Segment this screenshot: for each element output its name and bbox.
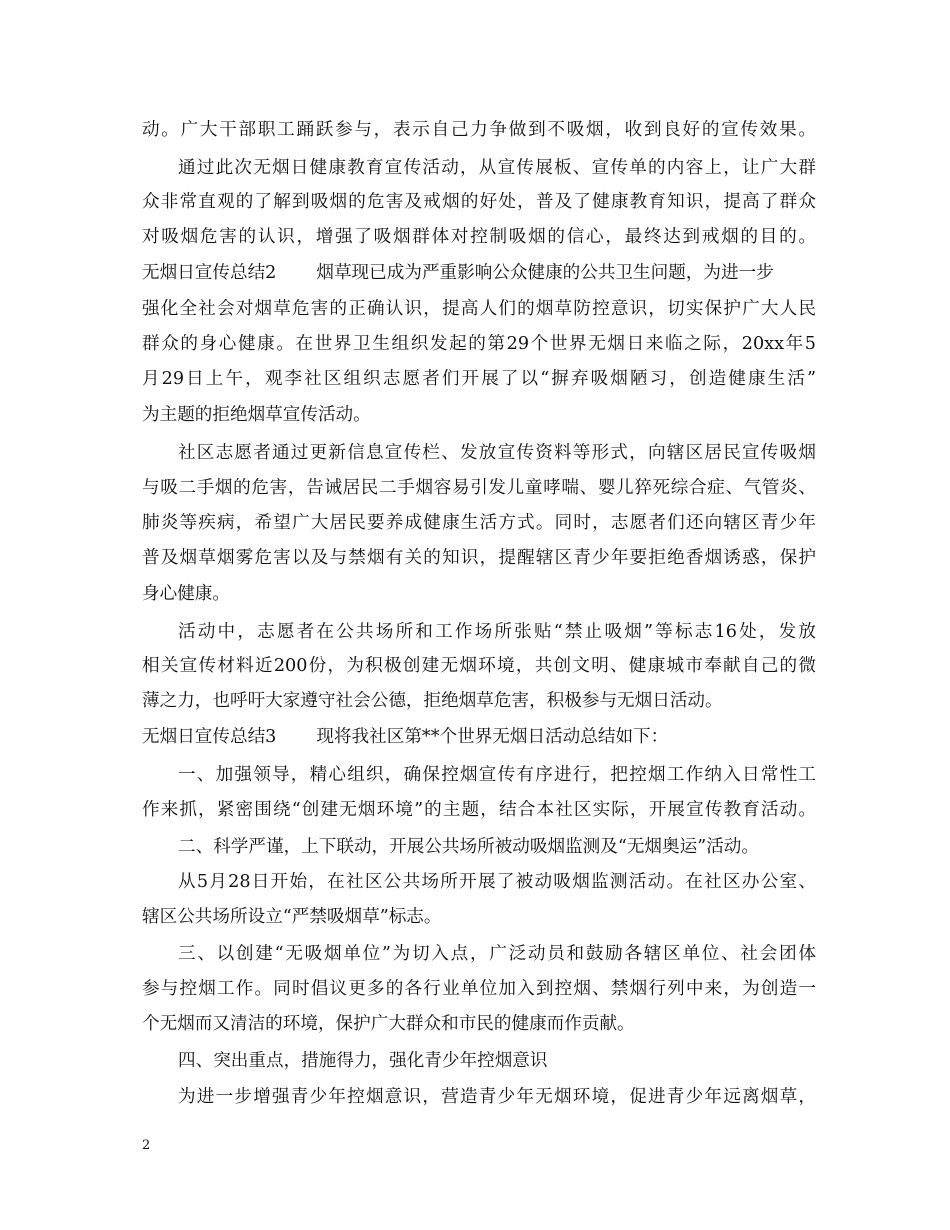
text-line: 三、以创建“无吸烟单位”为切入点，广泛动员和鼓励各辖区单位、社会团体 [178,944,816,964]
text-line: 对吸烟危害的认识，增强了吸烟群体对控制吸烟的信心，最终达到戒烟的目的。 [142,227,816,247]
section-heading-line [142,725,668,749]
section-heading-line [142,261,774,285]
section-heading: 无烟日宣传总结2 [142,263,277,283]
text-line: 二、科学严谨，上下联动，开展公共场所被动吸烟监测及“无烟奥运”活动。 [178,837,759,857]
text-line: 月29日上午，观李社区组织志愿者们开展了以“摒弃吸烟陋习，创造健康生活” [142,369,816,389]
text-line: 为进一步增强青少年控烟意识，营造青少年无烟环境，促进青少年远离烟草， [178,1087,816,1107]
text-line: 与吸二手烟的危害，告诫居民二手烟容易引发儿童哮喘、婴儿猝死综合症、气管炎、 [142,478,816,498]
text-line: 辖区公共场所设立“严禁吸烟草”标志。 [142,907,442,927]
text-line: 个无烟而又清洁的环境，保护广大群众和市民的健康而作贡献。 [142,1014,635,1034]
text-line: 普及烟草烟雾危害以及与禁烟有关的知识，提醒辖区青少年要拒绝香烟诱惑，保护 [142,548,816,568]
text-line: 现将我社区第**个世界无烟日活动总结如下： [316,727,669,747]
text-line: 身心健康。 [142,584,230,604]
text-line: 活动中，志愿者在公共场所和工作场所张贴“禁止吸烟”等标志16处，发放 [178,622,816,642]
section-heading: 无烟日宣传总结3 [142,727,277,747]
text-line: 通过此次无烟日健康教育宣传活动，从宣传展板、宣传单的内容上，让广大群 [178,158,816,178]
text-line: 群众的身心健康。在世界卫生组织发起的第29个世界无烟日来临之际，20xx年5 [142,334,816,354]
text-line: 烟草现已成为严重影响公众健康的公共卫生问题，为进一步 [316,263,774,283]
text-line: 相关宣传材料近200份，为积极创建无烟环境，共创文明、健康城市奉献自己的微 [142,656,816,676]
page-number: 2 [142,1138,151,1153]
text-line: 从5月28日开始，在社区公共场所开展了被动吸烟监测活动。在社区办公室、 [178,872,816,892]
text-line: 众非常直观的了解到吸烟的危害及戒烟的好处，普及了健康教育知识，提高了群众 [142,192,816,212]
text-line: 薄之力，也呼吁大家遵守社会公德，拒绝烟草危害，积极参与无烟日活动。 [142,691,723,711]
text-line: 为主题的拒绝烟草宣传活动。 [142,405,371,425]
text-line: 动。广大干部职工踊跃参与，表示自己力争做到不吸烟，收到良好的宣传效果。 [142,120,816,140]
text-line: 一、加强领导，精心组织，确保控烟宣传有序进行，把控烟工作纳入日常性工 [178,765,816,785]
text-line: 作来抓，紧密围绕“创建无烟环境”的主题，结合本社区实际，开展宣传教育活动。 [142,800,816,820]
text-line: 社区志愿者通过更新信息宣传栏、发放宣传资料等形式，向辖区居民宣传吸烟 [178,443,816,463]
text-line: 四、突出重点，措施得力，强化青少年控烟意识 [178,1051,548,1071]
text-line: 肺炎等疾病，希望广大居民要养成健康生活方式。同时，志愿者们还向辖区青少年 [142,513,816,533]
text-line: 参与控烟工作。同时倡议更多的各行业单位加入到控烟、禁烟行列中来，为创造一 [142,979,816,999]
text-line: 强化全社会对烟草危害的正确认识，提高人们的烟草防控意识，切实保护广大人民 [142,299,816,319]
